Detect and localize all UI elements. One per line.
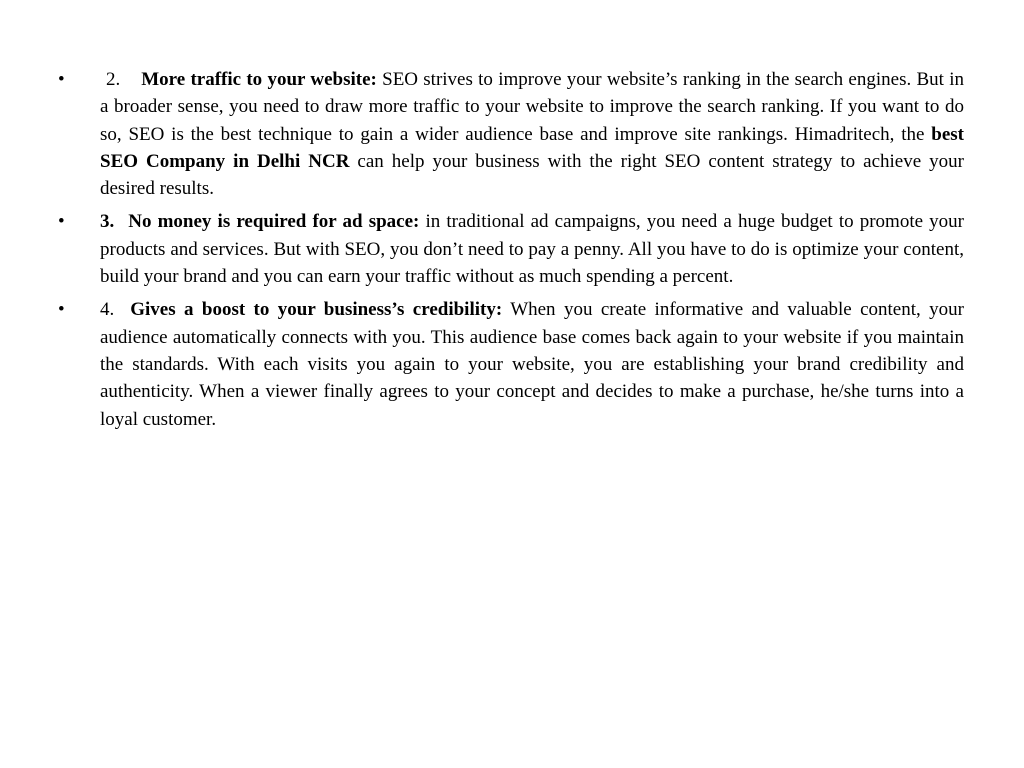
item-number: 2. bbox=[106, 69, 121, 90]
item-body-text: in traditional ad campaigns, you need a huge budget to promote your products and services. But with SEO, you don’t need to pay a penny. All you have to do is optimize your content, build your brand and you can earn your traffic without as much spending a percent. bbox=[100, 211, 965, 288]
item-highlight-link-text: best SEO Company in Delhi NCR bbox=[100, 123, 964, 172]
item-heading: More traffic to your website: bbox=[141, 69, 377, 90]
bullet-list bbox=[58, 66, 964, 439]
bullet-item-more-traffic bbox=[58, 66, 964, 202]
item-number: 3. bbox=[100, 211, 115, 233]
item-heading: Gives a boost to your business’s credibility: bbox=[130, 299, 503, 321]
bullet-item-credibility bbox=[58, 296, 964, 432]
bullet-dot-icon: • bbox=[58, 211, 65, 233]
bullet-dot-icon: • bbox=[58, 299, 65, 321]
item-body-text-continued: can help your business with the right SEO content strategy to achieve your desired results. bbox=[100, 150, 964, 200]
item-body-text: SEO strives to improve your website’s ranking in the search engines. But in a broader sense, you need to draw more traffic to your website to improve the search ranking. If you want to do so, SEO is the best technique to gain a wider audience base and improve site rankings. Himadritech, the bbox=[100, 69, 964, 145]
item-number: 4. bbox=[100, 299, 115, 321]
bullet-dot-icon: • bbox=[58, 69, 65, 90]
item-heading: No money is required for ad space: bbox=[128, 211, 420, 233]
item-body-text: When you create informative and valuable content, your audience automatically connects with you. This audience base comes back again to your website if you maintain the standards. With each visits you again to your website, you are establishing your brand credibility and authenticity. When a viewer finally agrees to your concept and decides to make a purchase, he/she turns into a loyal customer. bbox=[100, 299, 964, 430]
bullet-item-no-money bbox=[58, 208, 964, 290]
